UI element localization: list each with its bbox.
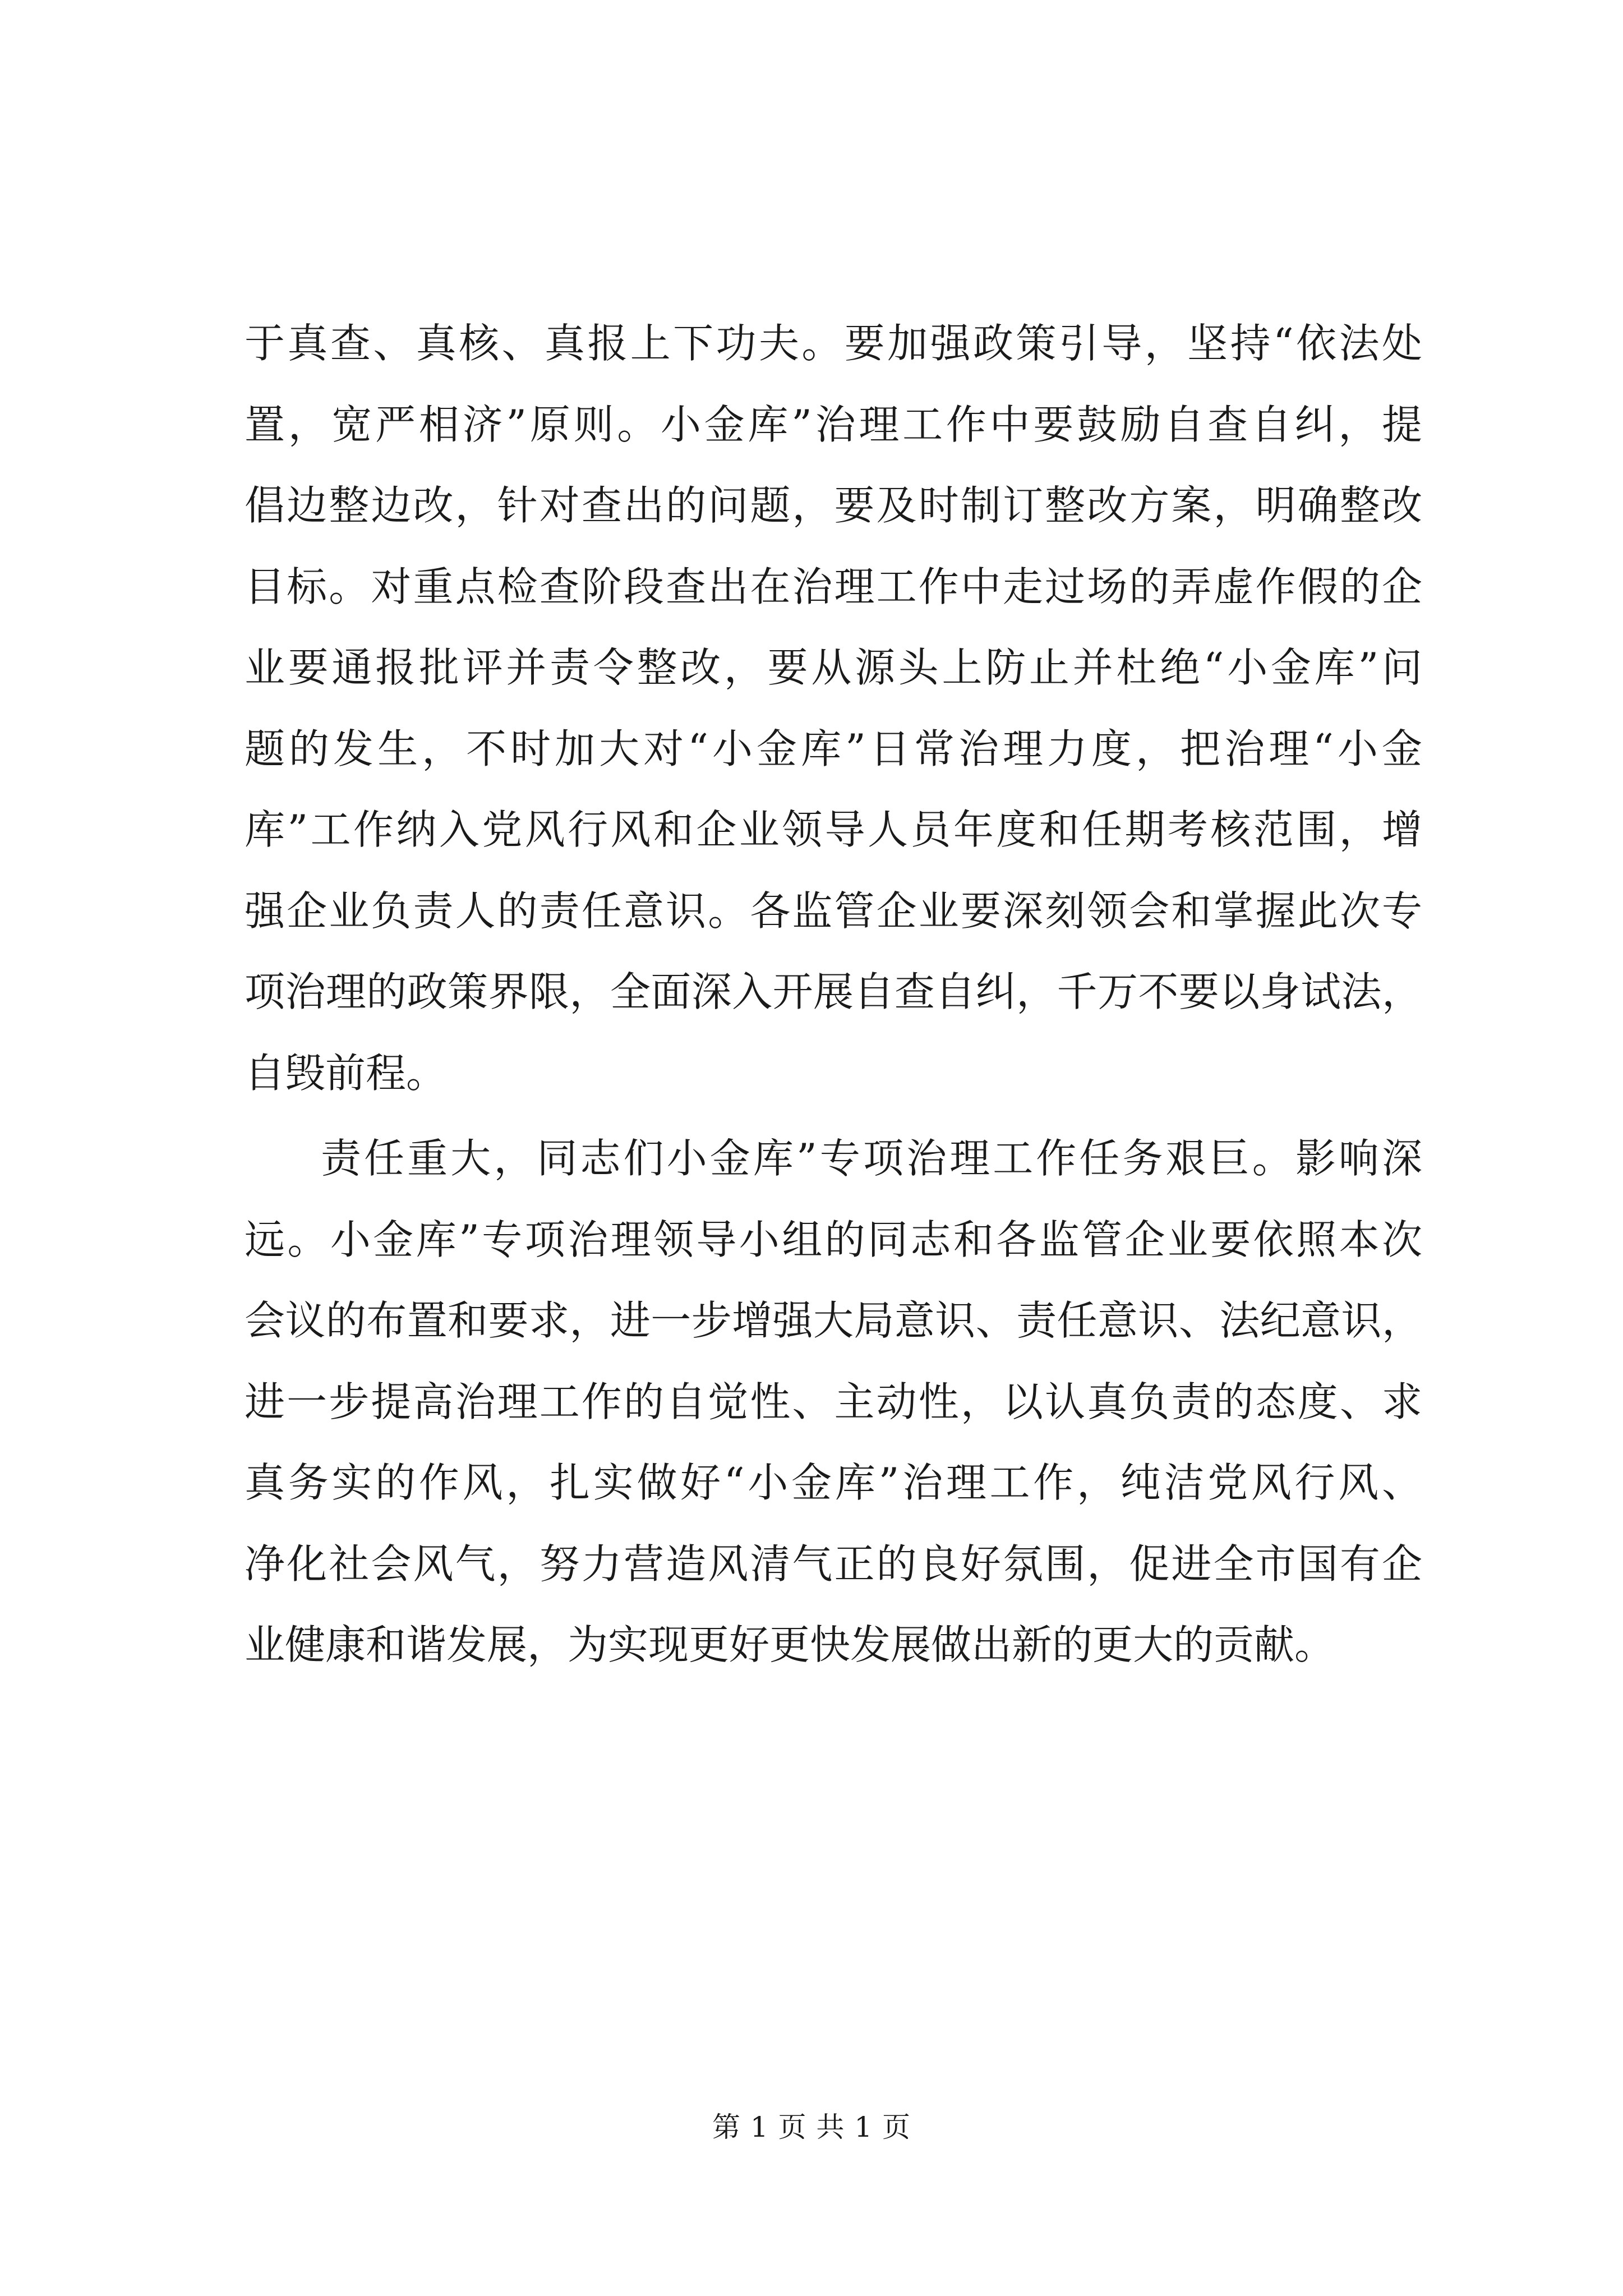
- paragraph-spacer: [245, 1114, 1422, 1118]
- text-line: 责任重大，同志们小金库”专项治理工作任务艰巨。影响深: [321, 1135, 1422, 1182]
- text-line: 库”工作纳入党风行风和企业领导人员年度和任期考核范围，增: [245, 806, 1422, 853]
- page-number-label: 第 1 页 共 1 页: [712, 2111, 911, 2143]
- text-line: 进一步提高治理工作的自觉性、主动性，以认真负责的态度、求: [245, 1378, 1422, 1425]
- text-line: 业健康和谐发展，为实现更好更快发展做出新的更大的贡献。: [245, 1621, 1335, 1668]
- text-line: 净化社会风气，努力营造风清气正的良好氛围，促进全市国有企: [245, 1540, 1422, 1588]
- text-line: 会议的布置和要求，进一步增强大局意识、责任意识、法纪意识，: [245, 1297, 1422, 1344]
- text-line: 项治理的政策界限，全面深入开展自查自纠，千万不要以身试法，: [245, 968, 1422, 1015]
- text-line: 倡边整边改，针对查出的问题，要及时制订整改方案，明确整改: [245, 482, 1422, 529]
- text-line: 业要通报批评并责令整改，要从源头上防止并杜绝“小金库”问: [245, 644, 1422, 691]
- text-line: 题的发生，不时加大对“小金库”日常治理力度，把治理“小金: [245, 725, 1422, 772]
- paragraph-1: [245, 303, 1422, 1114]
- text-line: 于真查、真核、真报上下功夫。要加强政策引导，坚持“依法处: [245, 320, 1422, 367]
- page-footer: [0, 2105, 1623, 2145]
- paragraph-2: [245, 1118, 1422, 1686]
- text-line: 自毁前程。: [245, 1049, 447, 1097]
- text-line: 真务实的作风，扎实做好“小金库”治理工作，纯洁党风行风、: [245, 1459, 1422, 1506]
- text-line: 强企业负责人的责任意识。各监管企业要深刻领会和掌握此次专: [245, 887, 1422, 935]
- text-line: 置，宽严相济”原则。小金库”治理工作中要鼓励自查自纠，提: [245, 401, 1422, 448]
- document-body: [245, 303, 1422, 1686]
- text-line: 远。小金库”专项治理领导小组的同志和各监管企业要依照本次: [245, 1216, 1422, 1263]
- text-line: 目标。对重点检查阶段查出在治理工作中走过场的弄虚作假的企: [245, 563, 1422, 610]
